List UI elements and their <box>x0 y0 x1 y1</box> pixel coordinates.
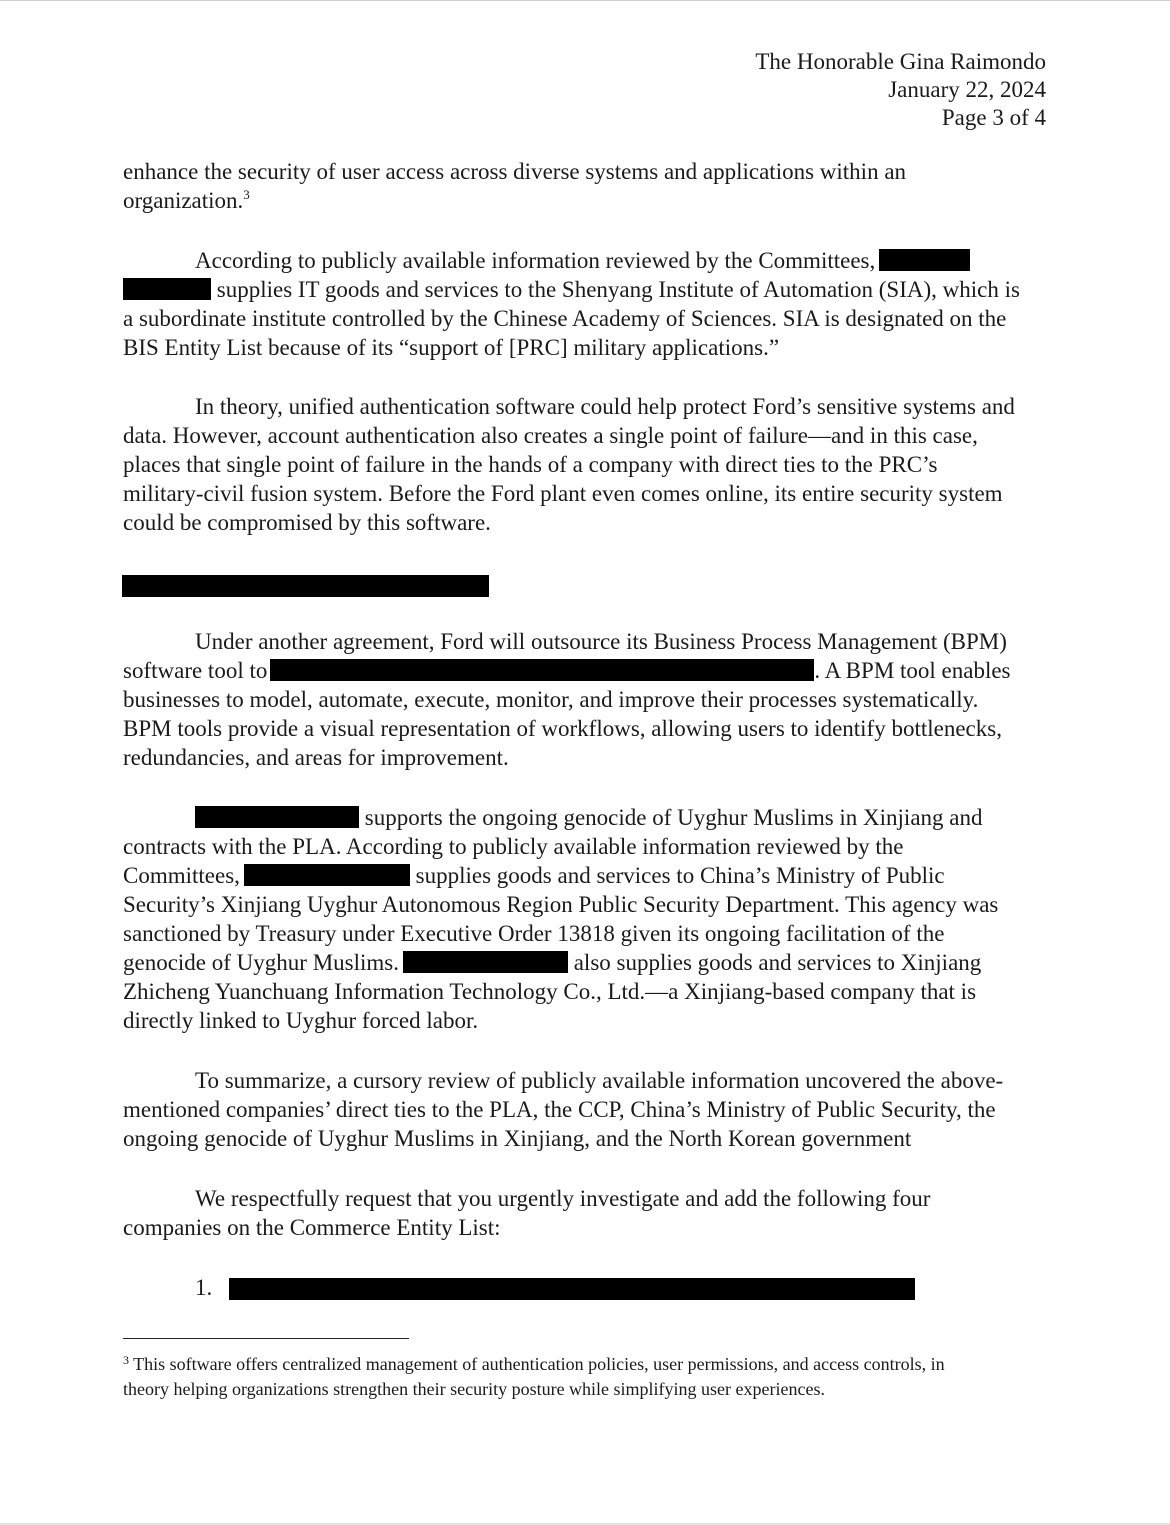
footnote-line <box>123 1377 825 1401</box>
paragraph-line <box>123 861 945 890</box>
paragraph-line <box>123 1124 911 1153</box>
paragraph-line <box>123 685 978 714</box>
paragraph-line <box>123 421 978 450</box>
text: sanctioned by Treasury under Executive Order 13818 given its ongoing facilitation of the <box>123 921 945 946</box>
text: Under another agreement, Ford will outsource its Business Process Management (BPM) <box>195 629 1007 654</box>
recipient-line: The Honorable Gina Raimondo <box>755 49 1046 74</box>
text: supplies goods and services to China’s Ministry of Public <box>409 863 945 888</box>
text: mentioned companies’ direct ties to the PLA, the CCP, China’s Ministry of Public Security, the <box>123 1097 996 1122</box>
text: According to publicly available information reviewed by the Committees, <box>195 248 876 273</box>
text: Security’s Xinjiang Uyghur Autonomous Region Public Security Department. This agency was <box>123 892 999 917</box>
footnote-number: 3 <box>123 1353 129 1367</box>
text: could be compromised by this software. <box>123 510 491 535</box>
paragraph-line <box>123 157 906 186</box>
text: data. However, account authentication also creates a single point of failure—and in this case, <box>123 423 978 448</box>
text: genocide of Uyghur Muslims. <box>123 950 399 975</box>
redacted-heading <box>122 575 489 597</box>
date-line: January 22, 2024 <box>888 77 1046 102</box>
paragraph-line <box>195 246 970 275</box>
text: directly linked to Uyghur forced labor. <box>123 1008 479 1033</box>
text: BIS Entity List because of its “support of [PRC] military applications.” <box>123 335 780 360</box>
text: organization. <box>123 188 244 213</box>
paragraph-line <box>195 1066 1003 1095</box>
paragraph-line <box>123 186 250 215</box>
redaction-box <box>403 951 568 973</box>
text: Committees, <box>123 863 240 888</box>
text: businesses to model, automate, execute, monitor, and improve their processes systematically. <box>123 687 979 712</box>
paragraph-line <box>123 656 1011 685</box>
text: Zhicheng Yuanchuang Information Technology Co., Ltd.—a Xinjiang-based company that is <box>123 979 977 1004</box>
page-number: Page 3 of 4 <box>941 105 1046 130</box>
paragraph-line <box>123 948 981 977</box>
redaction-box <box>270 659 814 681</box>
text: theory helping organizations strengthen their security posture while simplifying user experiences. <box>123 1379 825 1399</box>
redaction-box <box>195 806 359 828</box>
paragraph-line <box>195 803 983 832</box>
list-item-number: 1. <box>195 1275 213 1300</box>
text: ongoing genocide of Uyghur Muslims in Xinjiang, and the North Korean government <box>123 1126 912 1151</box>
text: enhance the security of user access across diverse systems and applications within an <box>123 159 907 184</box>
page-top-edge <box>0 0 1170 1</box>
text: supplies IT goods and services to the Shenyang Institute of Automation (SIA), which is <box>211 277 1020 302</box>
redaction-box <box>244 864 410 886</box>
text: places that single point of failure in the hands of a company with direct ties to the PRC’s <box>123 452 938 477</box>
redaction-box <box>879 249 970 271</box>
paragraph-line <box>123 508 491 537</box>
redaction-box <box>123 278 211 300</box>
text: supports the ongoing genocide of Uyghur Muslims in Xinjiang and <box>359 805 983 830</box>
text: . A BPM tool enables <box>814 658 1011 683</box>
text: software tool to <box>123 658 268 683</box>
paragraph-line <box>123 1006 478 1035</box>
paragraph-line <box>123 450 937 479</box>
paragraph-line <box>123 1095 996 1124</box>
paragraph-line <box>123 275 1020 304</box>
text: companies on the Commerce Entity List: <box>123 1215 501 1240</box>
paragraph-line <box>195 627 1007 656</box>
paragraph-line <box>123 890 998 919</box>
text: a subordinate institute controlled by the Chinese Academy of Sciences. SIA is designated on the <box>123 306 1007 331</box>
paragraph-line <box>195 1184 930 1213</box>
text: We respectfully request that you urgently investigate and add the following four <box>195 1186 931 1211</box>
text: In theory, unified authentication software could help protect Ford’s sensitive systems and <box>195 394 1015 419</box>
redaction-box <box>229 1278 915 1300</box>
paragraph-line <box>123 479 1003 508</box>
text: also supplies goods and services to Xinjiang <box>567 950 982 975</box>
text: This software offers centralized management of authentication policies, user permissions, and access controls, in <box>129 1354 945 1374</box>
paragraph-line <box>123 333 779 362</box>
paragraph-line <box>123 832 904 861</box>
paragraph-line <box>123 714 1002 743</box>
paragraph-line <box>195 392 1015 421</box>
paragraph-line <box>123 743 509 772</box>
text: redundancies, and areas for improvement. <box>123 745 509 770</box>
text: contracts with the PLA. According to publicly available information reviewed by the <box>123 834 904 859</box>
footnote-ref: 3 <box>243 187 250 202</box>
paragraph-line <box>123 977 976 1006</box>
text: military-civil fusion system. Before the Ford plant even comes online, its entire security system <box>123 481 1003 506</box>
letter-header <box>755 48 1046 132</box>
paragraph-line <box>123 919 944 948</box>
text: BPM tools provide a visual representation of workflows, allowing users to identify bottlenecks, <box>123 716 1002 741</box>
footnote-line <box>123 1352 945 1376</box>
text: To summarize, a cursory review of publicly available information uncovered the above- <box>195 1068 1004 1093</box>
footnote-separator <box>123 1338 409 1339</box>
paragraph-line <box>123 304 1006 333</box>
paragraph-line <box>123 1213 501 1242</box>
